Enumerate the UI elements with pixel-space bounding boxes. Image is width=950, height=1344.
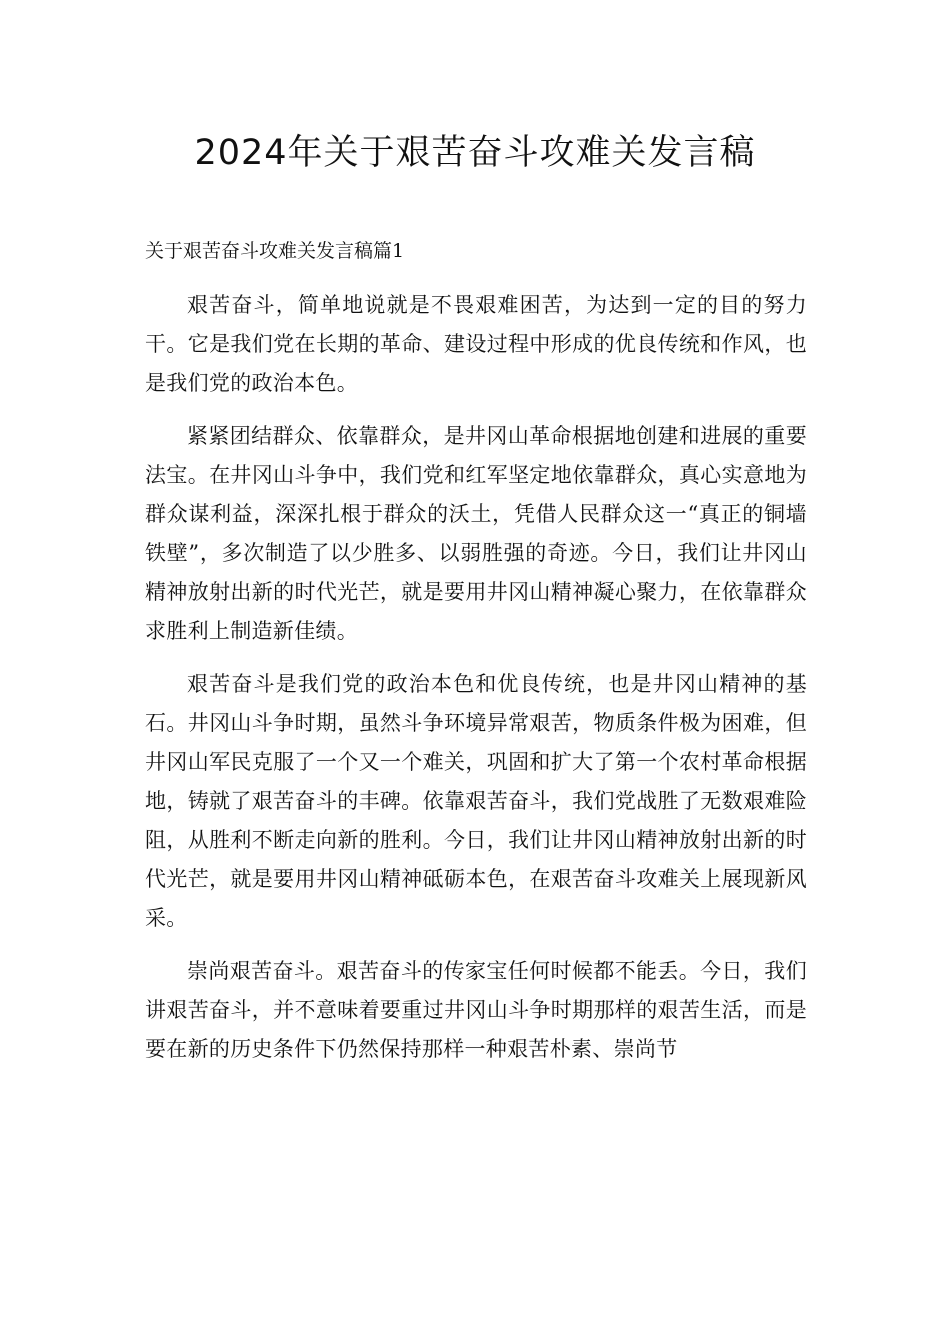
paragraph-1: 艰苦奋斗，简单地说就是不畏艰难困苦，为达到一定的目的努力干。它是我们党在长期的革命、建设过程中形成的优良传统和作风，也是我们党的政治本色。 xyxy=(145,293,807,395)
document-title: 2024年关于艰苦奋斗攻难关发言稿 xyxy=(194,133,756,173)
paragraph-4: 崇尚艰苦奋斗。艰苦奋斗的传家宝任何时候都不能丢。今日，我们讲艰苦奋斗，并不意味着要重过井冈山斗争时期那样的艰苦生活，而是要在新的历史条件下仍然保持那样一种艰苦朴素、崇尚节 xyxy=(145,959,807,1061)
section-heading: 关于艰苦奋斗攻难关发言稿篇1 xyxy=(145,240,405,262)
paragraph-3: 艰苦奋斗是我们党的政治本色和优良传统，也是井冈山精神的基石。井冈山斗争时期，虽然斗争环境异常艰苦，物质条件极为困难，但井冈山军民克服了一个又一个难关，巩固和扩大了第一个农村革命根据地，铸就了艰苦奋斗的丰碑。依靠艰苦奋斗，我们党战胜了无数艰难险阻，从胜利不断走向新的胜利。今日，我们让井冈山精神放射出新的时代光芒，就是要用井冈山精神砥砺本色，在艰苦奋斗攻难关上展现新风采。 xyxy=(145,672,807,930)
document-body xyxy=(145,286,807,1083)
paragraph-2: 紧紧团结群众、依靠群众，是井冈山革命根据地创建和进展的重要法宝。在井冈山斗争中，我们党和红军坚定地依靠群众，真心实意地为群众谋利益，深深扎根于群众的沃土，凭借人民群众这一“真正的铜墙铁壁”，多次制造了以少胜多、以弱胜强的奇迹。今日，我们让井冈山精神放射出新的时代光芒，就是要用井冈山精神凝心聚力，在依靠群众求胜利上制造新佳绩。 xyxy=(145,424,807,643)
